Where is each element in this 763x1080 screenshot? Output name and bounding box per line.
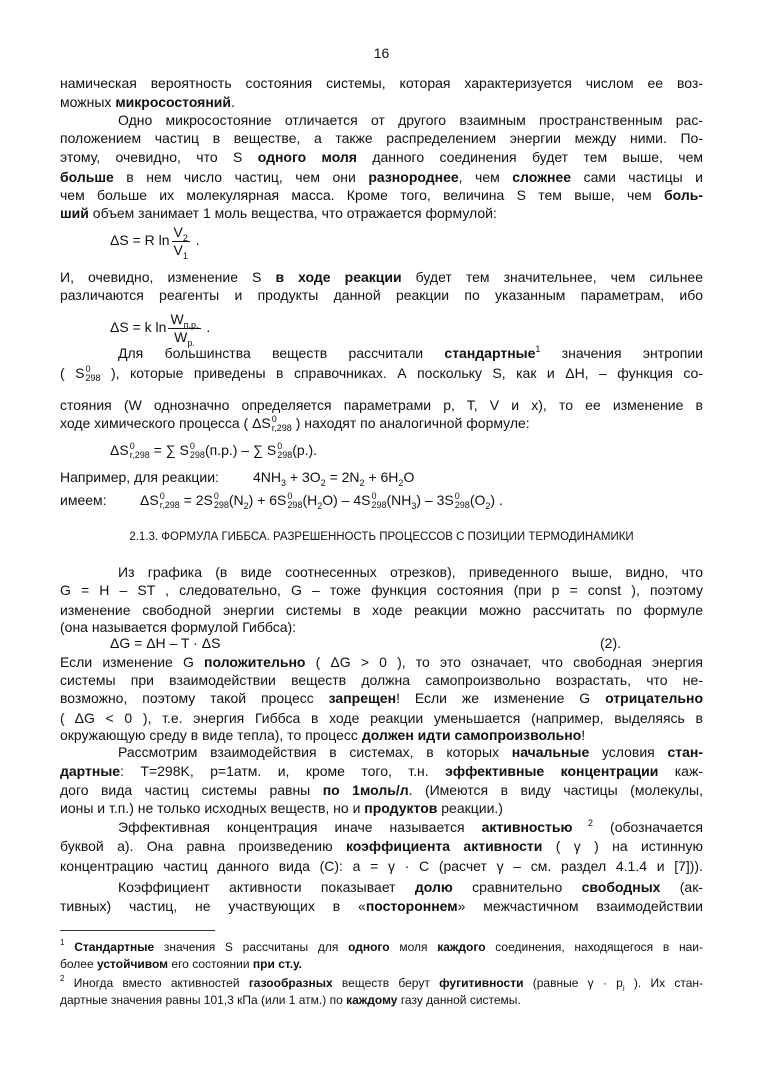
text-line (60, 709, 703, 727)
text-run: O (403, 469, 415, 485)
text-run: Рассмотрим взаимодействия в системах, в которых (118, 744, 512, 760)
text-run: ионы и т.п.) не только исходных веществ, но и (60, 800, 365, 816)
footnote-line (60, 939, 703, 955)
text-run: (N (228, 492, 244, 508)
text-run: ( S (60, 365, 85, 381)
subscript: 2 (485, 501, 491, 511)
bold-text: долю (414, 879, 453, 895)
text-run: (р.). (292, 442, 318, 458)
text-run: Коэффициент активности показывает (118, 879, 415, 895)
text-run: значения S рассчитаны для (154, 940, 349, 954)
text-run: концентрацию частиц данного вида (С): a = γ · C (расчет γ – см. раздел 4.1.4 и [7])). (60, 858, 703, 874)
text-line (60, 762, 703, 780)
text-run: (O (469, 492, 486, 508)
sup-sub: 0 r,298 (129, 441, 150, 461)
text-run: = 2S (179, 492, 213, 508)
bold-text: стан- (667, 744, 703, 760)
text-run: ) . (490, 492, 503, 508)
text-run: его состоянии (168, 957, 253, 971)
text-run: + 3O (286, 469, 321, 485)
text-run: Из графика (в виде соотнесенных отрезков), приведенного выше, видно, что (118, 564, 703, 580)
text-run: намическая вероятность состояния системы, которая характеризуется числом ее воз- (60, 75, 703, 91)
text-run: ΔS (110, 442, 129, 458)
formula-line (110, 430, 703, 470)
footnote-line (60, 975, 703, 991)
footnote-divider (60, 930, 215, 931)
text-line (60, 268, 703, 286)
bold-text: больше (60, 169, 114, 185)
text-line (118, 743, 703, 761)
subscript: i (622, 984, 625, 993)
text-line (118, 111, 703, 129)
section-heading: 2.1.3. ФОРМУЛА ГИББСА. РАЗРЕШЕННОСТЬ ПРОЦЕССОВ С ПОЗИЦИИ ТЕРМОДИНАМИКИ (129, 531, 634, 543)
sup-sub: 0 298 (189, 441, 205, 461)
text-line (60, 148, 703, 166)
text-run: . (Имеются в виду частицы (молекулы, (408, 782, 703, 798)
text-run: положением частиц в веществе, а также распределением энергии между ними. По- (60, 130, 703, 146)
bold-text: Стандартные (74, 940, 155, 954)
text-run: каж- (658, 763, 703, 779)
text-line (60, 396, 703, 414)
text-line (118, 563, 703, 581)
sup-sub: 0 298 (371, 491, 387, 511)
text-run: этому, очевидно, что S (60, 149, 258, 165)
text-run: сами частицы и (571, 169, 704, 185)
subscript: 2 (243, 501, 249, 511)
bold-text: каждому (346, 993, 398, 1007)
fraction: $\frac{V_2}{V_1}$ (173, 223, 188, 261)
text-run: (ак- (660, 879, 704, 895)
text-run: дартные значения равны 101,3 кПа (или 1 атм.) по (60, 993, 347, 1007)
text-run: : T=298K, p=1атм. и, кроме того, т.н. (120, 763, 446, 779)
bold-text: разнороднее (368, 169, 459, 185)
text-line (60, 837, 703, 855)
subscript: 2 (317, 501, 323, 511)
subscript: 2 (359, 478, 365, 488)
text-run: более (60, 957, 97, 971)
text-run (64, 940, 74, 954)
text-line (60, 168, 703, 186)
bold-text: фугитивности (439, 976, 524, 990)
text-run: моля (389, 940, 438, 954)
text-run: системы при взаимодействии веществ должна самопроизвольно возрастать, что не- (60, 672, 703, 688)
sup-sub: 0 r,298 (159, 491, 180, 511)
text-run: Для большинства веществ рассчитали (118, 345, 445, 361)
footnote-line (60, 992, 703, 1008)
text-run: изменение свободной энергии системы в ходе реакции можно рассчитать по формуле (60, 602, 703, 618)
text-run: + 6H (364, 469, 399, 485)
bold-text: микросостояний (115, 94, 232, 110)
text-line (60, 93, 703, 111)
bold-text: сложнее (512, 169, 572, 185)
text-run: G = H – ST , следовательно, G – тоже функция состояния (при p = const ), поэтому (60, 582, 703, 598)
bold-text: при ст.у. (252, 957, 302, 971)
text-run: соединения, находящегося в наи- (485, 940, 703, 954)
text-run: реакции.) (437, 800, 503, 816)
formula-line (110, 307, 703, 347)
subscript: 3 (411, 501, 417, 511)
text-run: ) находят по аналогичной формуле: (291, 415, 530, 431)
bold-text: дартные (60, 763, 121, 779)
text-run: = 2N (325, 469, 360, 485)
text-run: ! (581, 727, 586, 743)
text-run: ) – 3S (416, 492, 454, 508)
page-number: 16 (373, 45, 390, 61)
bold-text: коэффициента активности (345, 838, 543, 854)
text-line (60, 468, 703, 486)
text-line (60, 653, 703, 671)
subscript: 3 (281, 478, 287, 488)
text-run: (п.р.) – ∑ S (204, 442, 277, 458)
bold-text: устойчивом (96, 957, 169, 971)
text-run: ) + 6S (248, 492, 287, 508)
text-run: различаются реагенты и продукты данной реакции по указанным параметрам, ибо (60, 287, 703, 303)
text-run: , чем (458, 169, 513, 185)
sup-sub: 0 298 (213, 491, 229, 511)
text-run: данного соединения будет тем выше, чем (356, 149, 703, 165)
text-run: тивных) частиц, не участвующих в « (60, 898, 366, 914)
bold-text: газообразных (248, 976, 333, 990)
sup-sub: 0 298 (85, 364, 101, 384)
text-line (118, 344, 703, 362)
text-run: ΔG = ΔH – T · ΔS (110, 635, 221, 651)
bold-text: одного моля (257, 149, 357, 165)
bold-text: запрещен (328, 690, 397, 706)
sup-sub: 0 298 (277, 441, 293, 461)
text-run: ΔS = k ln (110, 319, 167, 335)
text-run: (2). (600, 635, 621, 651)
text-run: окружающую среду в виде тепла), то процесс (60, 727, 362, 743)
text-line (60, 897, 703, 915)
tabbed-expression (140, 491, 503, 510)
text-run: ΔS = R ln (110, 232, 170, 248)
text-run: условия (589, 744, 668, 760)
text-run: значения энтропии (540, 345, 703, 361)
text-run: (обозначается (593, 819, 703, 835)
bold-text: должен идти самопроизвольно (361, 727, 582, 743)
text-run: в нем число частиц, чем они (113, 169, 369, 185)
bold-text: отрицательно (605, 690, 704, 706)
bold-text: свободных (581, 879, 661, 895)
text-run: веществ берут (332, 976, 440, 990)
text-run: будет тем значительнее, чем сильнее (401, 269, 703, 285)
sup-sub: 0 298 (287, 491, 303, 511)
text-run: (равные γ · p (523, 976, 623, 990)
subscript: 2 (398, 478, 404, 488)
sup-sub: 0 298 (454, 491, 470, 511)
text-run: = ∑ S (149, 442, 189, 458)
text-run: дого вида частиц системы равны (60, 782, 323, 798)
text-line (60, 129, 703, 147)
text-run: Эффективная концентрация иначе называется (118, 819, 482, 835)
text-run: сравнительно (452, 879, 582, 895)
bold-text: в ходе реакции (275, 269, 402, 285)
text-run: имеем: (60, 492, 107, 508)
text-line (60, 74, 703, 92)
text-run: ( γ ) на истинную (542, 838, 703, 854)
text-run: Если изменение G (60, 654, 205, 670)
bold-text: активностью (481, 819, 573, 835)
text-run: O) – 4S (322, 492, 371, 508)
superscript: 1 (60, 938, 65, 947)
text-run: объем занимает 1 моль вещества, что отражается формулой: (88, 205, 497, 221)
text-run: . (202, 319, 211, 335)
text-run: 4NH (253, 469, 282, 485)
text-run: ). Их стан- (624, 976, 704, 990)
text-line (60, 186, 703, 204)
superscript: 2 (572, 818, 594, 828)
text-run: чем больше их молекулярная масса. Кроме того, величина S тем выше, чем (60, 187, 664, 203)
text-run: (NH (386, 492, 412, 508)
text-run: возможно, поэтому такой процесс (60, 690, 329, 706)
bold-text: одного (348, 940, 390, 954)
text-run: Иногда вместо активностей (64, 976, 249, 990)
bold-text: боль- (663, 187, 703, 203)
text-run: (она называется формулой Гиббса): (60, 619, 297, 635)
text-run: газу данной системы. (397, 993, 521, 1007)
tabbed-expression (253, 468, 414, 486)
formula-line (110, 220, 703, 260)
text-line (60, 726, 703, 744)
text-run: И, очевидно, изменение S (60, 269, 276, 285)
text-run: ), которые приведены в справочниках. А поскольку S, как и ΔH, – функция со- (100, 365, 703, 381)
text-run: ( ΔG < 0 ), т.е. энергия Гиббса в ходе реакции уменьшается (например, выделяясь в (60, 710, 703, 726)
text-line (60, 364, 703, 382)
bold-text: эффективные концентрации (445, 763, 659, 779)
bold-text: ший (60, 205, 89, 221)
text-line (118, 878, 703, 896)
footnote-line (60, 956, 703, 972)
text-run: » межчастичном взаимодействии (457, 898, 704, 914)
text-line (118, 818, 703, 836)
text-run: Одно микросостояние отличается от другого взаимным пространственным рас- (118, 112, 703, 128)
text-run: ΔS (140, 492, 159, 508)
text-line (60, 581, 703, 599)
text-line (60, 689, 703, 707)
superscript: 2 (60, 974, 65, 983)
text-line (60, 491, 703, 509)
sup-sub: 0 r,298 (271, 414, 292, 434)
text-run: ! Если же изменение G (396, 690, 606, 706)
bold-text: постороннем (365, 898, 458, 914)
superscript: 1 (535, 344, 541, 354)
subscript: 2 (320, 478, 326, 488)
text-run: стояния (W однозначно определяется параметрами p, T, V и x), то ее изменение в (60, 397, 703, 413)
text-run: ходе химического процесса ( ΔS (60, 415, 271, 431)
text-run: буквой а). Она равна произведению (60, 838, 346, 854)
bold-text: начальные (511, 744, 590, 760)
bold-text: стандартные (444, 345, 536, 361)
text-run: . (231, 94, 235, 110)
bold-text: каждого (437, 940, 486, 954)
text-run: . (191, 232, 200, 248)
text-run: ( ΔG > 0 ), то это означает, что свободная энергия (305, 654, 704, 670)
text-run: можных (60, 94, 116, 110)
text-line (60, 286, 703, 304)
text-run: (H (302, 492, 318, 508)
text-line (60, 799, 703, 817)
text-run: Например, для реакции: (60, 469, 219, 485)
bold-text: положительно (204, 654, 306, 670)
text-line (60, 601, 703, 619)
text-line (60, 781, 703, 799)
bold-text: по 1моль/л (322, 782, 409, 798)
fraction: $\frac{W_{п.р.}}{W_{р.}}$ (170, 310, 199, 348)
text-line (60, 671, 703, 689)
text-line (60, 857, 703, 875)
bold-text: продуктов (364, 800, 438, 816)
